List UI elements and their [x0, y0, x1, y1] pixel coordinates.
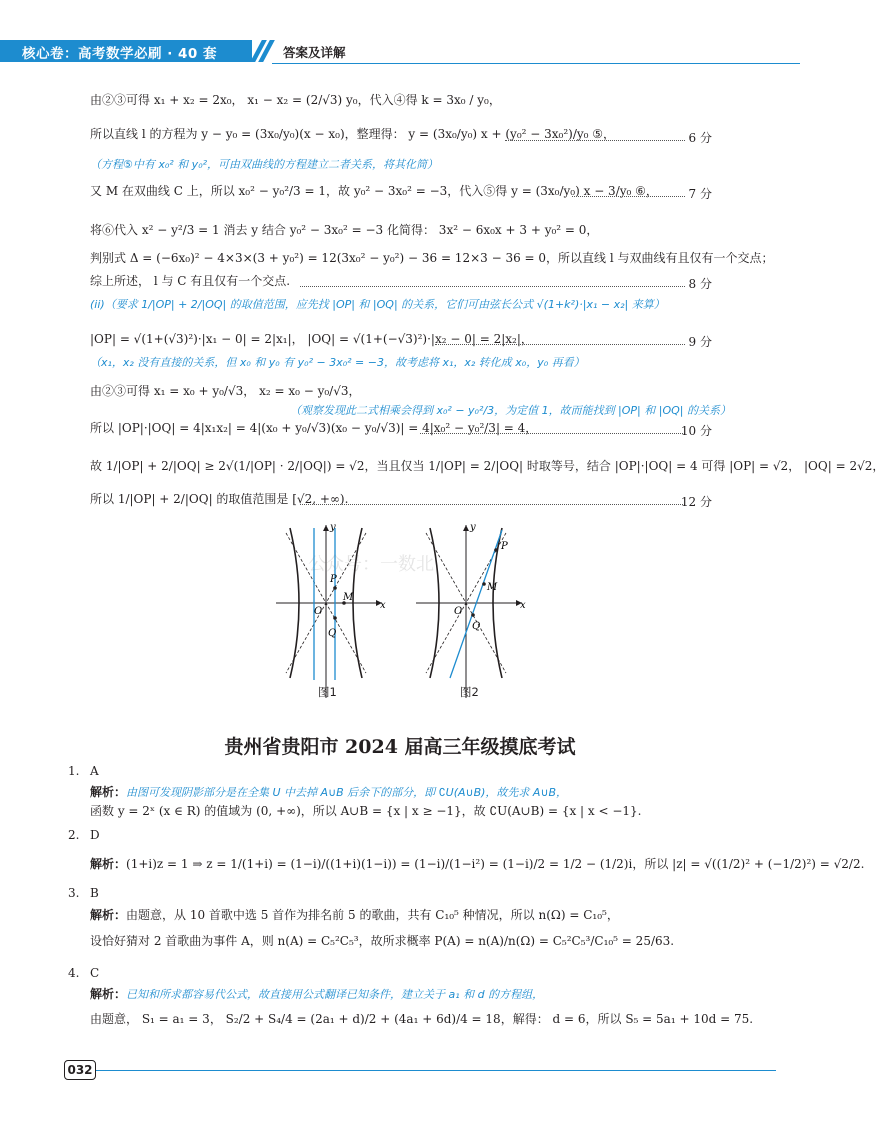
score-mark: 10 分 [680, 424, 712, 438]
analysis-label: 解析： [90, 987, 127, 1001]
point-m [482, 582, 486, 586]
solution-line: 又 M 在双曲线 C 上，所以 x₀² − y₀²/3 = 1，故 y₀² − 3x₀² = −3，代入⑤得 y = (3x₀/y₀) x − 3/y₀ ⑥， [90, 184, 658, 198]
watermark-text: 公众号：一数北 [308, 554, 434, 575]
tangent-line-l [450, 530, 502, 678]
solution-note: （方程⑤中有 x₀² 和 y₀²，可由双曲线的方程建立二者关系，将其化简） [90, 158, 439, 171]
score-leader-dots [420, 433, 685, 434]
analysis-line: (1+i)z = 1 ⇒ z = 1/(1+i) = (1−i)/((1+i)(1−i)) = (1−i)/(1−i²) = (1−i)/2 = 1/2 − (1/2)i，所以 |z| = √((1/2)² + (−1/2)²) = √2/2. [126, 857, 865, 871]
analysis-row [90, 783, 567, 800]
header-subtitle: 答案及详解 [283, 45, 346, 60]
solution-line: 将⑥代入 x² − y²/3 = 1 消去 y 结合 y₀² − 3x₀² = −3 化简得： 3x² − 6x₀x + 3 + y₀² = 0， [90, 223, 599, 237]
figure-1-hyperbola [270, 520, 434, 700]
header-rule [272, 63, 800, 64]
page-header [0, 36, 800, 66]
analysis-row [90, 855, 864, 872]
footer-rule [96, 1070, 776, 1071]
solution-note: （x₁，x₂ 没有直接的关系，但 x₀ 和 y₀ 有 y₀² − 3x₀² = −3，故考虑将 x₁，x₂ 转化成 x₀，y₀ 再看） [90, 356, 585, 369]
analysis-row [90, 906, 619, 923]
score-mark: 9 分 [688, 335, 712, 349]
point-q [333, 616, 337, 620]
analysis-line: 设恰好猜对 2 首歌曲为事件 A，则 n(A) = C₅²C₅³，故所求概率 P(A) = n(A)/n(Ω) = C₅²C₅³/C₁₀⁵ = 25/63. [90, 934, 675, 948]
point-p [494, 548, 498, 552]
solution-line: 所以 1/|OP| + 2/|OQ| 的取值范围是 [√2, +∞). [90, 492, 349, 506]
question-answer: B [90, 886, 99, 900]
analysis-label: 解析： [90, 908, 127, 922]
point-q [471, 613, 475, 617]
analysis-line: 由题意， S₁ = a₁ = 3， S₂/2 + S₄/4 = (2a₁ + d)/2 + (4a₁ + 6d)/4 = 18，解得： d = 6，所以 S₅ = 5a₁ + 10d = 75. [90, 1012, 754, 1026]
analysis-note: 由图可发现阴影部分是在全集 U 中去掉 A∪B 后余下的部分，即 ∁U(A∪B)，故先求 A∪B， [126, 786, 568, 799]
solution-line: 综上所述， l 与 C 有且仅有一个交点. [90, 274, 291, 288]
label-origin: O [314, 606, 323, 617]
solution-line: 所以直线 l 的方程为 y − y₀ = (3x₀/y₀)(x − x₀)，整理得： y = (3x₀/y₀) x + (y₀² − 3x₀²)/y₀ ⑤， [90, 127, 616, 141]
score-leader-dots [435, 344, 685, 345]
solution-line: |OP| = √(1+(√3)²)·|x₁ − 0| = 2|x₁|， |OQ| = √(1+(−√3)²)·|x₂ − 0| = 2|x₂|， [90, 332, 533, 346]
label-q: Q [472, 621, 481, 632]
question-number: 1. [68, 764, 80, 778]
analysis-line: 函数 y = 2ˣ (x ∈ R) 的值域为 (0, +∞)，所以 A∪B = {x | x ≥ −1}，故 ∁U(A∪B) = {x | x < −1}. [90, 804, 642, 818]
analysis-label: 解析： [90, 857, 127, 871]
question-number: 3. [68, 886, 80, 900]
section-title: 贵州省贵阳市 2024 届高三年级摸底考试 [224, 736, 576, 758]
label-p: P [501, 541, 508, 552]
question-number: 4. [68, 966, 80, 980]
label-q: Q [328, 628, 337, 639]
score-leader-dots [300, 286, 685, 287]
figure-1-caption: 图1 [318, 685, 337, 699]
x-axis-label: x [380, 600, 386, 611]
question-answer: D [90, 828, 100, 842]
analysis-row [90, 985, 543, 1002]
question-number: 2. [68, 828, 80, 842]
solution-line: 由②③可得 x₁ = x₀ + y₀/√3， x₂ = x₀ − y₀/√3， [90, 384, 361, 398]
solution-line: 所以 |OP|·|OQ| = 4|x₁x₂| = 4|(x₀ + y₀/√3)(x₀ − y₀/√3)| = 4|x₀² − y₀²/3| = 4， [90, 421, 538, 435]
question-answer: A [90, 764, 99, 778]
y-axis-label: y [470, 522, 476, 533]
score-mark: 8 分 [688, 277, 712, 291]
score-mark: 6 分 [688, 131, 712, 145]
score-leader-dots [300, 504, 685, 505]
score-leader-dots [505, 140, 685, 141]
solution-line: 判别式 Δ = (−6x₀)² − 4×3×(3 + y₀²) = 12(3x₀² − y₀²) − 36 = 12×3 − 36 = 0，所以直线 l 与双曲线有且仅有一个交点； [90, 251, 774, 265]
label-m: M [487, 582, 498, 593]
score-leader-dots [572, 196, 685, 197]
solution-line: 由②③可得 x₁ + x₂ = 2x₀， x₁ − x₂ = (2/√3) y₀，代入④得 k = 3x₀ / y₀， [90, 93, 501, 107]
solution-note: （观察发现此二式相乘会得到 x₀² − y₀²/3，为定值 1，故而能找到 |OP| 和 |OQ| 的关系） [290, 404, 731, 417]
label-m: M [343, 592, 354, 603]
figure-2-hyperbola [410, 520, 530, 700]
point-p [333, 586, 337, 590]
score-mark: 12 分 [680, 495, 712, 509]
page-number: 032 [64, 1060, 96, 1080]
score-mark: 7 分 [688, 187, 712, 201]
solution-line: 故 1/|OP| + 2/|OQ| ≥ 2√(1/|OP| · 2/|OQ|) = √2，当且仅当 1/|OP| = 2/|OQ| 时取等号，结合 |OP|·|OQ| = 4 可得 |OP| = √2， |OQ| = 2√2， [90, 459, 884, 473]
y-axis-arrow [323, 525, 329, 531]
analysis-note: 已知和所求都容易代公式，故直接用公式翻译已知条件，建立关于 a₁ 和 d 的方程组， [126, 988, 544, 1001]
figure-2-caption: 图2 [460, 685, 479, 699]
label-origin: O [454, 606, 463, 617]
x-axis-label: x [520, 600, 526, 611]
header-title: 核心卷：高考数学必刷 · 40 套 [22, 46, 218, 62]
y-axis-label: y [330, 522, 336, 533]
analysis-label: 解析： [90, 785, 127, 799]
solution-note: (ii)（要求 1/|OP| + 2/|OQ| 的取值范围，应先找 |OP| 和 |OQ| 的关系，它们可由弦长公式 √(1+k²)·|x₁ − x₂| 来算） [90, 298, 665, 311]
question-answer: C [90, 966, 100, 980]
analysis-line: 由题意，从 10 首歌中选 5 首作为排名前 5 的歌曲，共有 C₁₀⁵ 种情况，所以 n(Ω) = C₁₀⁵， [126, 908, 619, 922]
y-axis-arrow [463, 525, 469, 531]
label-p: P [330, 574, 337, 585]
